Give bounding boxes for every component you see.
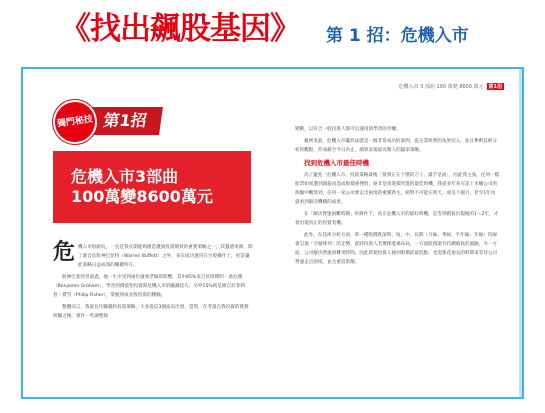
- slide-header: [0, 0, 545, 62]
- book-page-spread: [31, 69, 518, 399]
- body-paragraph: 為了避免「危機入市」投資策略最後「接到正在下墜的刀子，滿手是血」，因此我主張，任何一檔股票如果遭到錯殺而造成股價重挫時，絕非是馬進價買進的最佳時機，我從多年來在設上市櫃公司的經驗中觀察到，任何一家公司要走出困境的重獲新生，絕對不可能在明天，或是下個月，甚至1年內就看到解決機構的成果。: [295, 173, 500, 205]
- body-paragraph: 整體而言，我從長年賺錢的投資策略，大多從這3個面向出發，當然，在考量自我投資的實務經驗之後，會作一些調整與: [53, 305, 249, 319]
- drop-cap: 危: [53, 240, 76, 265]
- running-head-text: 危機入市 3 部曲 100 萬變 8600 萬元: [398, 84, 484, 90]
- body-paragraph: 藉例來說，危機入市擺放法就是一個非常成功的案例，從企業經營的角度切入，並且參酌技術分析的觀點，形成截至今日為止，績效表現最為驚人的贏家策略。: [295, 139, 497, 153]
- body-paragraph: 股神巴菲特曾說過，他一生中受到兩位啟蒙老師的影響，其中85%來自於班傑明・葛拉漢（Benjamin Graham），學習到價值型投資與危機入市的賺錢技巧，另外15%則是源自於菲利普・費雪（Philip Fisher），掌握到成長股投資的精髓。: [53, 275, 245, 298]
- page-edge: [519, 69, 522, 399]
- paragraph-text: 機入市很耐玩，一直是我長期能夠創造優異投資績效的重要策略之一，其靈感來源，除了源自於股神巴菲特（Warren Buffett）之外，多次成功運用在台股操作上，更是讓此策略日益成熟的關鍵所在。: [78, 245, 253, 268]
- page-tag: 第1招: [488, 84, 502, 90]
- running-head: [399, 83, 504, 90]
- technique-number-label: 第1招: [87, 107, 163, 135]
- body-paragraph: [53, 240, 253, 270]
- chapter-subtitle: 第 1 招：危機入市: [326, 26, 469, 46]
- banner-title-line2: 100萬變8600萬元: [71, 187, 213, 206]
- book-title: 《找出飆股基因》: [60, 11, 300, 47]
- banner-title-line1: 危機入市3部曲: [71, 167, 179, 186]
- left-text-column: [53, 240, 253, 324]
- body-paragraph: 在「解決營運困難時期」的條件下，真正危機入市的最好時機，是等到錯殺出現後的1～2年，才會出現真正的投資契機。: [295, 212, 499, 226]
- right-text-column: [295, 125, 500, 270]
- section-heading: 找到危機入市最佳時機: [304, 159, 369, 167]
- body-paragraph: 變動，以符合一般投資人都可以運用與學習的步驟。: [295, 127, 401, 132]
- secret-technique-badge: 獨門秘技: [50, 97, 100, 147]
- book-page-frame: [21, 67, 524, 399]
- body-paragraph: 此外，在技術分析方面，單一種股價跌深時、短、中、長期（月線、季線、半年線、年線）均線會呈現「空頭排列」的走勢，此時投資人若選擇進場布局，一方面股價還有持續破底的風險，另一方面，公司解決營運困難更時間，因此即使投資人撿到股價的最低點，也需要花很長的時間來等待公司營運走出困境，並且重返榮耀。: [295, 233, 498, 265]
- chapter-banner: [53, 151, 251, 223]
